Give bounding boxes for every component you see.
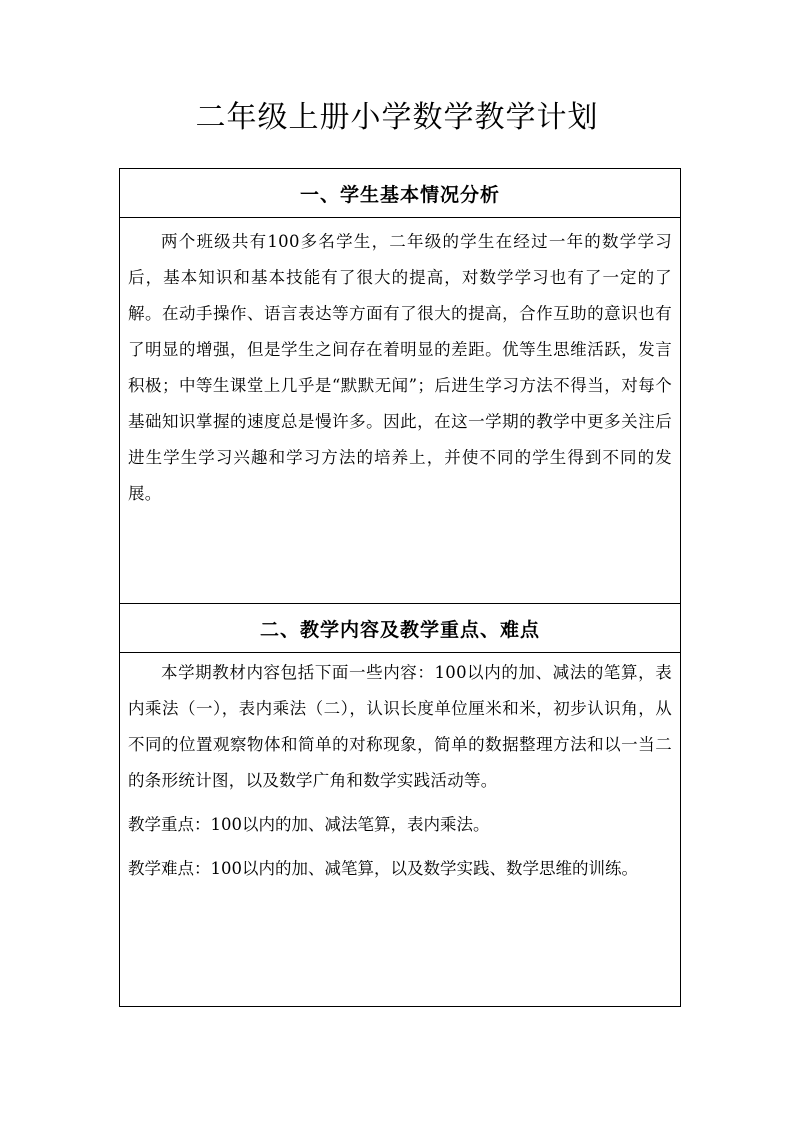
plan-table [119, 168, 681, 1007]
section-heading-student-analysis: 一、学生基本情况分析 [120, 169, 680, 218]
student-analysis-paragraph: 两个班级共有100多名学生，二年级的学生在经过一年的数学学习后，基本知识和基本技能有了很大的提高，对数学学习也有了一定的了解。在动手操作、语言表达等方面有了很大的提高，合作互助的意识也有了明显的增强，但是学生之间存在着明显的差距。优等生思维活跃，发言积极；中等生课堂上几乎是“默默无闻”；后进生学习方法不得当，对每个基础知识掌握的速度总是慢许多。因此，在这一学期的教学中更多关注后进生学生学习兴趣和学习方法的培养上，并使不同的学生得到不同的发展。 [128, 232, 672, 503]
teaching-key-points: 教学重点：100以内的加、减法笔算，表内乘法。 [128, 815, 490, 834]
section-body-teaching-content [120, 653, 680, 1006]
section-heading-teaching-content: 二、教学内容及教学重点、难点 [120, 604, 680, 653]
teaching-difficulties: 教学难点：100以内的加、减笔算，以及数学实践、数学思维的训练。 [128, 859, 638, 878]
document-title: 二年级上册小学数学教学计划 [195, 100, 599, 135]
teaching-content-paragraph: 本学期教材内容包括下面一些内容：100以内的加、减法的笔算，表内乘法（一），表内乘法（二），认识长度单位厘米和米，初步认识角，从不同的位置观察物体和简单的对称现象，简单的数据整理方法和以一当二的条形统计图，以及数学广角和数学实践活动等。 [128, 663, 672, 790]
section-body-student-analysis [120, 218, 680, 604]
